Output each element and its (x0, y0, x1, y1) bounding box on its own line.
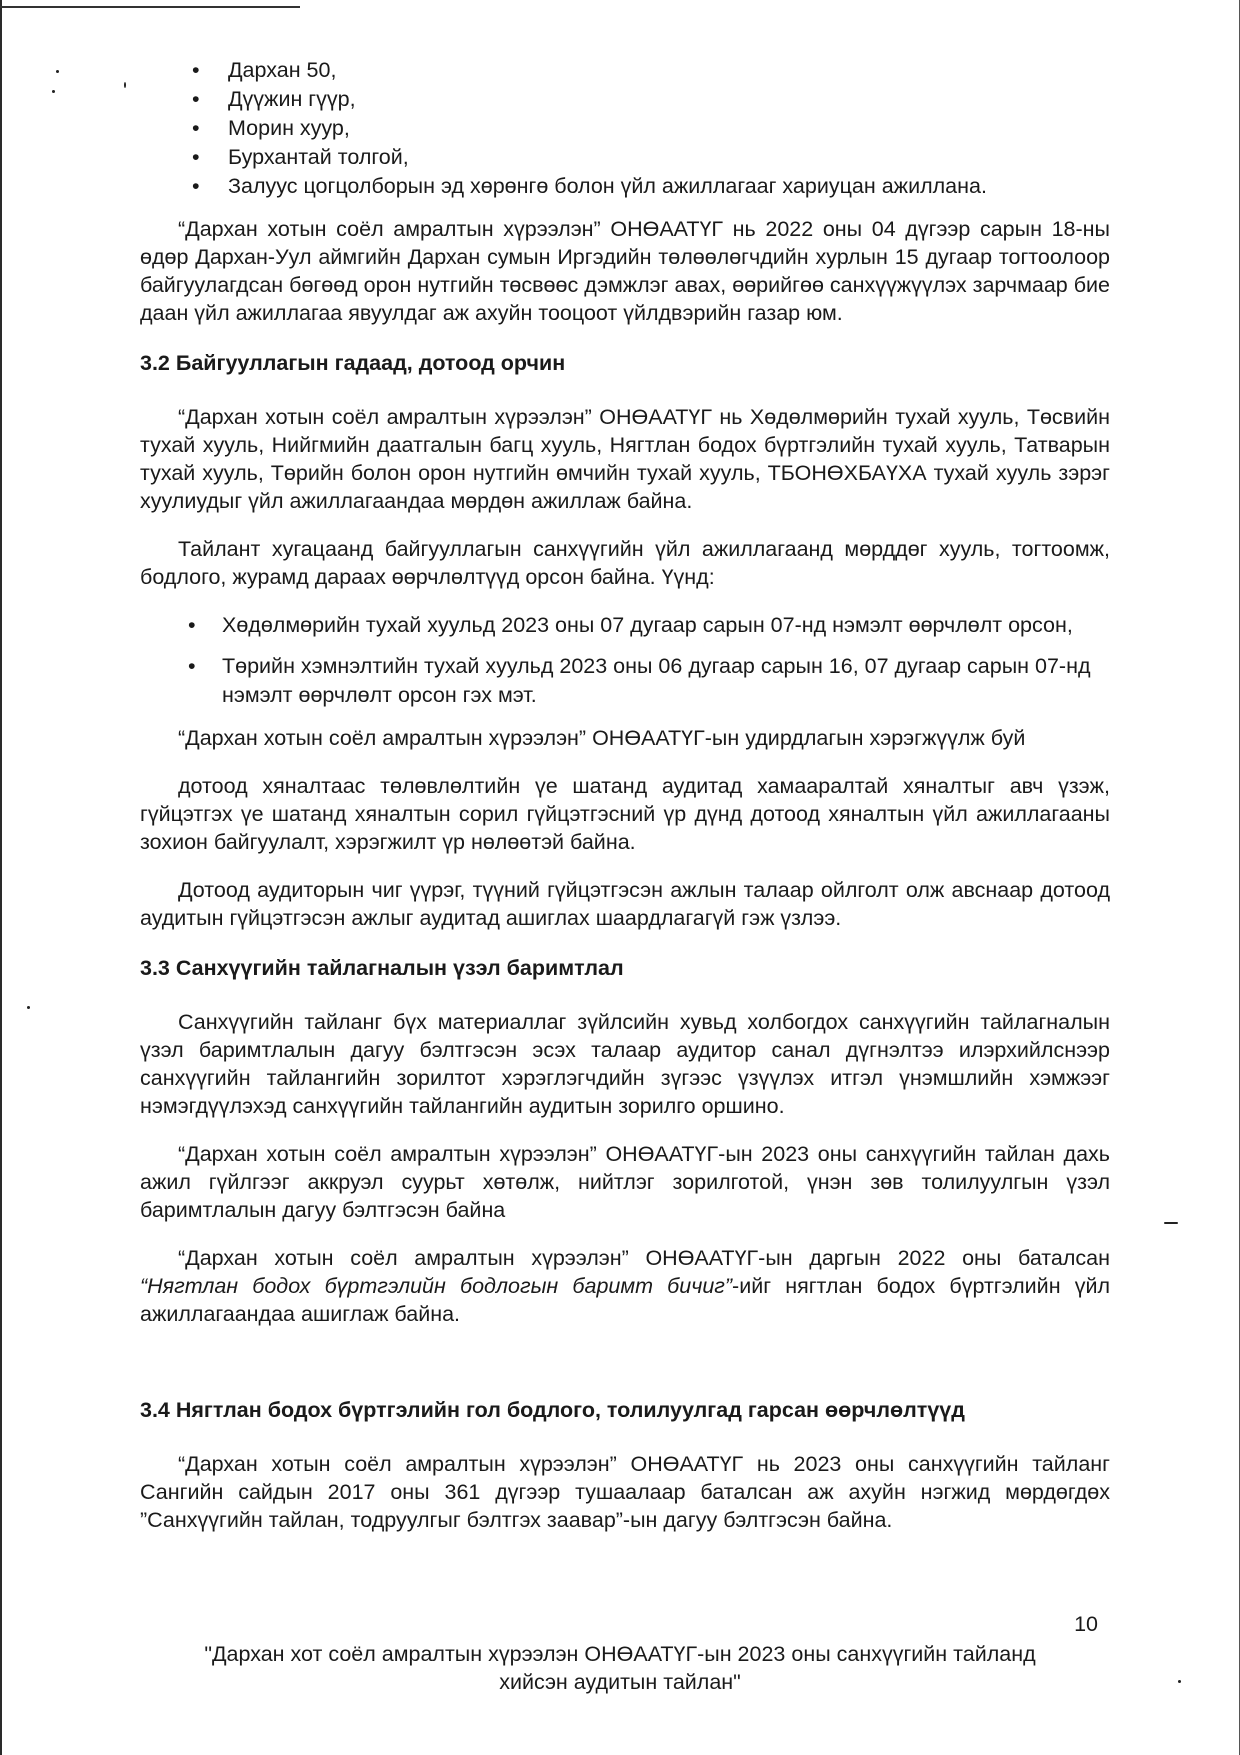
bullet-icon: • (192, 87, 200, 111)
paragraph: “Дархан хотын соёл амралтын хүрээлэн” ОНӨААТҮГ-ын удирдлагын хэрэгжүүлж буй (178, 726, 1026, 750)
list-item: • Морин хуур, (140, 114, 1110, 143)
paragraph: Санхүүгийн тайланг бүх материаллаг зүйлсийн хувьд холбогдох санхүүгийн тайлагналын үзэл баримтлалын дагуу бэлтгэсэн эсэх талаар аудитор санал дүгнэлтээ илэрхийлснээр санхүүгийн тайлангийн зорилтот хэрэглэгчдийн зүгээс үзүүлэх итгэл үнэмшлийн хэмжээг нэмэгдүүлэхэд санхүүгийн тайлангийн аудитын зорилго оршино. (140, 1010, 1110, 1118)
bullet-list-assets (140, 56, 1110, 201)
bullet-icon: • (188, 654, 196, 678)
list-item: • Дүүжин гүүр, (140, 85, 1110, 114)
paragraph: Тайлант хугацаанд байгууллагын санхүүгийн үйл ажиллагаанд мөрддөг хууль, тогтоомж, бодлого, журамд дараах өөрчлөлтүүд орсон байна. Үүнд: (140, 537, 1110, 589)
scan-speck (27, 1006, 30, 1009)
paragraph: “Дархан хотын соёл амралтын хүрээлэн” ОНӨААТҮГ нь 2023 оны санхүүгийн тайланг Сангийн сайдын 2017 оны 361 дүгээр тушаалаар баталсан аж ахуйн нэгжид мөрдөгдөх ”Санхүүгийн тайлан, тодруулгыг бэлтгэх заавар”-ын дагуу бэлтгэсэн байна. (140, 1452, 1110, 1532)
bullet-icon: • (192, 174, 200, 198)
paragraph: “Дархан хотын соёл амралтын хүрээлэн” ОНӨААТҮГ-ын 2023 оны санхүүгийн тайлан дахь ажил гүйлгээг аккруэл суурьт хөтөлж, нийтлэг зорилготой, үнэн зөв толилуулгын үзэл баримтлалын дагуу бэлтгэсэн байна (140, 1142, 1110, 1222)
scan-speck (52, 90, 55, 93)
list-item: • Төрийн хэмнэлтийн тухай хуульд 2023 оны 06 дугаар сарын 16, 07 дугаар сарын 07-нд нэмэлт өөрчлөлт орсон гэх мэт. (188, 654, 1091, 707)
scan-speck (1164, 1222, 1178, 1224)
page-footer (130, 1640, 1110, 1696)
list-item: • Бурхантай толгой, (140, 143, 1110, 172)
list-item: • Дархан 50, (140, 56, 1110, 85)
scan-edge-top (0, 6, 300, 8)
bullet-icon: • (188, 613, 196, 637)
bullet-icon: • (192, 145, 200, 169)
paragraph: дотоод хяналтаас төлөвлөлтийн үе шатанд аудитад хамааралтай хяналтыг авч үзэж, гүйцэтгэх үе шатанд хяналтын сорил гүйцэтгэсний үр дүнд дотоод хяналтын үйл ажиллагааны зохион байгуулалт, хэрэгжилт үр нөлөөтэй байна. (140, 774, 1110, 854)
paragraph: “Дархан хотын соёл амралтын хүрээлэн” ОНӨААТҮГ нь Хөдөлмөрийн тухай хууль, Төсвийн тухай хууль, Нийгмийн даатгалын багц хууль, Нягтлан бодох бүртгэлийн тухай хууль, Татварын тухай хууль, Төрийн болон орон нутгийн өмчийн тухай хууль, ТБОНӨХБАҮХА тухай хууль зэрэг хуулиудыг үйл ажиллагаандаа мөрдөн ажиллаж байна. (140, 405, 1110, 513)
list-item: • Хөдөлмөрийн тухай хуульд 2023 оны 07 дугаар сарын 07-нд нэмэлт өөрчлөлт орсон, (140, 611, 1110, 640)
section-heading-3-2: 3.2 Байгууллагын гадаад, дотоод орчин (140, 351, 566, 375)
paragraph: Дотоод аудиторын чиг үүрэг, түүний гүйцэтгэсэн ажлын талаар ойлголт олж авснаар дотоод аудитын гүйцэтгэсэн ажлыг аудитад ашиглах шаардлагагүй гэж үзлээ. (140, 878, 1110, 930)
scan-speck (1178, 1680, 1181, 1683)
page-number: 10 (1074, 1612, 1098, 1636)
bullet-icon: • (192, 116, 200, 140)
paragraph-intro: “Дархан хотын соёл амралтын хүрээлэн” ОНӨААТҮГ нь 2022 оны 04 дүгээр сарын 18-ны өдөр Дархан-Уул аймгийн Дархан сумын Иргэдийн төлөөлөгчдийн хурлын 15 дугаар тогтоолоор байгуулагдсан бөгөөд орон нутгийн төсвөөс дэмжлэг авах, өөрийгөө санхүүжүүлэх зарчмаар бие даан үйл ажиллагаа явуулдаг аж ахуйн тооцоот үйлдвэрийн газар юм. (140, 217, 1110, 325)
document-title-italic: “Нягтлан бодох бүртгэлийн бодлогын баримт бичиг” (140, 1274, 733, 1298)
bullet-list-law-changes (140, 611, 1110, 710)
section-heading-3-4: 3.4 Нягтлан бодох бүртгэлийн гол бодлого, толилуулгад гарсан өөрчлөлтүүд (140, 1398, 965, 1422)
bullet-icon: • (192, 58, 200, 82)
paragraph: “Дархан хотын соёл амралтын хүрээлэн” ОНӨААТҮГ-ын даргын 2022 оны баталсан “Нягтлан бодох бүртгэлийн бодлогын баримт бичиг”-ийг нягтлан бодох бүртгэлийн үйл ажиллагаандаа ашиглаж байна. (140, 1246, 1111, 1326)
footer-line: хийсэн аудитын тайлан" (499, 1670, 741, 1694)
footer-line: "Дархан хот соёл амралтын хүрээлэн ОНӨААТҮГ-ын 2023 оны санхүүгийн тайланд (204, 1642, 1036, 1666)
scan-edge-left (0, 0, 2, 1755)
scan-speck (124, 82, 126, 88)
list-item: • Залуус цогцолборын эд хөрөнгө болон үйл ажиллагааг хариуцан ажиллана. (140, 172, 1110, 201)
section-heading-3-3: 3.3 Санхүүгийн тайлагналын үзэл баримтлал (140, 956, 624, 980)
document-page (140, 56, 1110, 1554)
scan-speck (56, 70, 59, 73)
